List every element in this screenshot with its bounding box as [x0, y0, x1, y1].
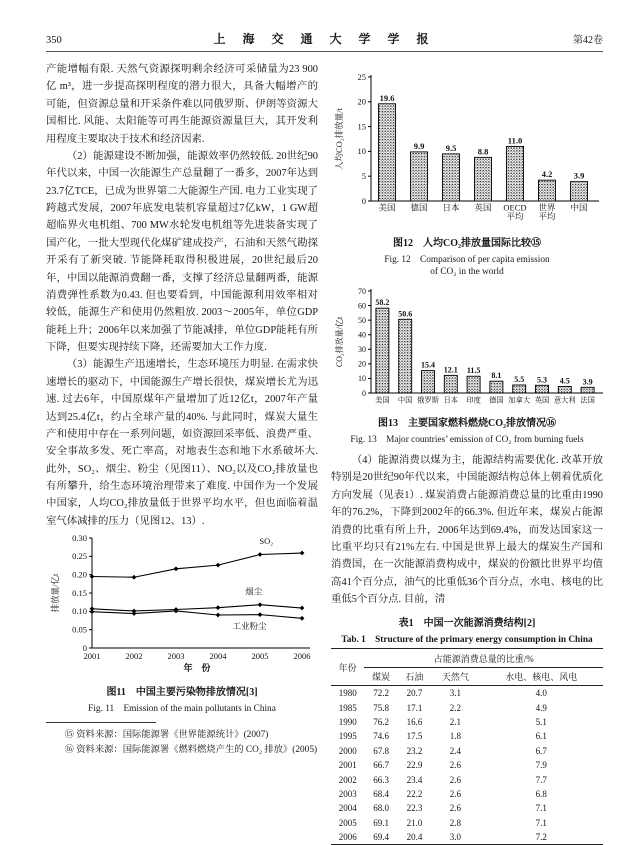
- year-cell: 1995: [338, 731, 357, 742]
- svg-text:11.0: 11.0: [507, 135, 523, 146]
- col-header-oil: 石油: [398, 667, 431, 685]
- footnote-rule: [46, 722, 156, 723]
- svg-text:0.15: 0.15: [72, 587, 87, 598]
- svg-text:0.10: 0.10: [72, 606, 87, 617]
- value-cell: 2.6: [449, 760, 461, 771]
- fig11-svg: [46, 532, 318, 682]
- svg-text:世界: 世界: [538, 202, 556, 213]
- table-row: [331, 701, 603, 715]
- value-cell: 7.1: [535, 817, 547, 828]
- value-cell: 76.2: [373, 717, 389, 728]
- value-cell: 23.4: [406, 774, 423, 785]
- svg-text:年 份: 年 份: [183, 663, 211, 674]
- paragraph-3: （3）能源生产迅速增长，生态环境压力明显. 在需求快速增长的驱动下，中国能源生产增长很快，煤炭增长尤为迅速. 过去6年，中国原煤年产量增加了近12亿t，2007年产量达到25.4亿t，约占全球产量的40%. 与此同时，煤炭大量生产和使用中存在一系列问题，如资源回采率低、浪费严重、安全事故多发、死亡率高，对地表生态和地下水系破坏大. 此外，SO₂、烟尘、粉尘（见图11）、NO₂以及CO₂排放量也有所攀升，给生态环境治理带来了难度. 中国作为一个发展中国家，人均CO₂排放量低于世界平均水平，但也面临着温室气体减排的压力（见图12、13）.: [46, 359, 318, 527]
- svg-text:40: 40: [358, 330, 366, 340]
- svg-text:15: 15: [357, 121, 366, 132]
- svg-text:20: 20: [357, 96, 366, 107]
- value-cell: 6.1: [535, 731, 547, 742]
- svg-text:SO₂: SO₂: [259, 536, 274, 547]
- svg-text:30: 30: [358, 345, 366, 355]
- value-cell: 22.9: [406, 760, 423, 771]
- value-cell: 21.0: [406, 817, 423, 828]
- svg-text:平均: 平均: [506, 211, 524, 222]
- paragraph-4: （4）能源消费以煤为主，能源结构需要优化. 改革开放特别是20世纪90年代以来，中国能源结构总体上朝着优质化方向发展（见表1）. 煤炭消费占能源消费总量的比重由1990年的76.2%，下降到2002年的66.3%. 但近年来，煤炭占能源消费的比重有所上升，2006年达到69.4%，而发达国家这一比重平均只有21%左右. 中国是世界上最大的煤炭生产国和消费国，在一次能源消费构成中，煤炭的份额比世界平均值高41个百分点，油气的比重低36个百分点，水电、核电的比重低5个百分点. 目前，清: [331, 455, 603, 605]
- year-cell: 2004: [338, 803, 357, 814]
- two-column-layout: [46, 61, 603, 845]
- value-cell: 3.1: [449, 688, 461, 699]
- fig11-caption-en: Fig. 11 Emission of the main pollutants in China: [88, 704, 276, 715]
- svg-text:9.5: 9.5: [445, 142, 457, 153]
- table-row: [331, 744, 603, 758]
- value-cell: 6.7: [535, 745, 547, 756]
- year-cell: 2000: [338, 745, 357, 756]
- table-row: [331, 729, 603, 743]
- value-cell: 2.2: [449, 702, 461, 713]
- svg-text:OECD: OECD: [503, 202, 527, 213]
- svg-text:3.9: 3.9: [582, 377, 593, 387]
- svg-text:5.5: 5.5: [514, 374, 525, 384]
- svg-text:2001: 2001: [83, 651, 101, 662]
- table-head: [331, 649, 603, 686]
- svg-text:50.6: 50.6: [398, 309, 413, 319]
- svg-text:2005: 2005: [251, 651, 269, 662]
- fig13-caption-cn: 图13 主要国家燃料燃烧CO₂排放情况⑯: [378, 418, 556, 429]
- svg-text:英国: 英国: [474, 202, 492, 213]
- svg-text:5.3: 5.3: [537, 375, 547, 385]
- value-cell: 66.7: [373, 760, 389, 771]
- value-cell: 16.6: [406, 717, 423, 728]
- table-row: [331, 686, 603, 701]
- fig11-line-chart: [46, 532, 318, 682]
- year-cell: 1980: [338, 688, 357, 699]
- svg-text:4.2: 4.2: [541, 169, 553, 180]
- value-cell: 2.4: [449, 745, 461, 756]
- value-cell: 3.0: [431, 830, 479, 845]
- fig13-caption-en: Fig. 13 Major countries’ emission of CO₂ from burning fuels: [350, 435, 584, 445]
- figure-11: [46, 532, 318, 714]
- value-cell: 66.3: [373, 774, 389, 785]
- value-cell: 20.7: [406, 688, 423, 699]
- svg-text:工业粉尘: 工业粉尘: [232, 621, 267, 632]
- journal-title: 上 海 交 通 大 学 学 报: [213, 32, 436, 46]
- fig12-svg: [331, 63, 603, 233]
- svg-text:0: 0: [82, 642, 87, 653]
- svg-text:日本: 日本: [442, 202, 460, 213]
- svg-text:法国: 法国: [580, 395, 595, 405]
- col-header-coal: 煤炭: [364, 667, 397, 685]
- svg-text:5: 5: [361, 171, 366, 181]
- footnote-15-text: 资料来源：国际能源署《世界能源统计》(2007): [76, 730, 269, 741]
- value-cell: 22.3: [406, 803, 423, 814]
- value-cell: 2.8: [449, 817, 461, 828]
- year-cell: 1990: [338, 717, 357, 728]
- svg-text:25: 25: [357, 71, 366, 82]
- value-cell: 20.4: [398, 830, 431, 845]
- value-cell: 69.1: [373, 817, 389, 828]
- value-cell: 17.1: [406, 702, 423, 713]
- energy-table-body: [331, 686, 603, 845]
- col-header-hydro: 水电、核电、风电: [480, 667, 603, 685]
- value-cell: 23.2: [406, 745, 423, 756]
- fig11-caption-cn: 图11 中国主要污染物排放情况[3]: [106, 687, 258, 699]
- svg-text:0.05: 0.05: [72, 624, 87, 635]
- footnote-block: [46, 722, 318, 758]
- value-cell: 5.1: [535, 717, 547, 728]
- svg-text:英国: 英国: [534, 395, 550, 405]
- svg-text:俄罗斯: 俄罗斯: [417, 395, 439, 405]
- right-column: [331, 61, 603, 845]
- year-cell: 2006: [331, 830, 364, 845]
- page-header: [46, 30, 603, 52]
- value-cell: 2.6: [449, 788, 461, 799]
- table-row: [331, 830, 603, 845]
- paragraph-continuation: 产能增幅有限. 天然气资源探明剩余经济可采储量为23 900 亿 m³，进一步提高探明程度的潜力很大，具备大幅增产的可能，但资源总量和开采条件难以同俄罗斯、伊朗等资源大国相比. 风能、太阳能等可再生能源资源量巨大，其开发利用程度主要取决于技术和经济因素.: [46, 64, 318, 145]
- table-caption-en: Tab. 1 Structure of the primary energy consumption in China: [341, 635, 593, 646]
- svg-text:日本: 日本: [443, 395, 459, 405]
- svg-text:58.2: 58.2: [375, 298, 390, 308]
- svg-text:2004: 2004: [209, 651, 227, 662]
- svg-text:2003: 2003: [167, 651, 185, 662]
- svg-text:排放量/亿t: 排放量/亿t: [50, 573, 60, 613]
- table-row: [331, 801, 603, 815]
- group-header: 占能源消费总量的比重/%: [364, 649, 603, 667]
- value-cell: 75.8: [373, 702, 389, 713]
- svg-text:美国: 美国: [375, 395, 390, 405]
- year-cell: 2002: [338, 774, 357, 785]
- table-row: [331, 816, 603, 830]
- table-row: [331, 772, 603, 786]
- paragraph-2: （2）能源建设不断加强，能源效率仍然较低. 20世纪90年代以来，中国一次能源生产总量翻了一番多，2007年达到23.7亿TCE，已成为世界第二大能源生产国. 电力工业实现了跨越式发展，2007年底发电装机容量超过7亿kW，1 GW超超临界火电机组、700 MW水轮发电机组等先进装备实现了国产化，一批大型现代化煤矿建成投产，石油和天然气勘探开采有了新突破. 节能降耗取得积极进展，20世纪最后20年，中国以能源消费翻一番，支撑了经济总量翻两番，能源消费弹性系数为0.43. 但也要看到，中国能源利用效率相对较低，能源生产和使用仍然粗放. 2003～2005年，单位GDP能耗上升；2006年以来加强了节能减排，单位GDP能耗有所下降，但要实现持续下降，还需要加大工作力度.: [46, 150, 318, 353]
- fig13-svg: [331, 279, 603, 413]
- table-row: [331, 715, 603, 729]
- svg-text:CO₂排放量/亿t: CO₂排放量/亿t: [335, 316, 344, 368]
- year-cell: 2001: [338, 760, 357, 771]
- left-column: [46, 61, 318, 845]
- svg-text:12.1: 12.1: [443, 365, 458, 375]
- fig12-caption-cn: 图12 人均CO₂排放量国际比较⑮: [393, 238, 541, 249]
- svg-text:10: 10: [358, 374, 366, 384]
- fig13-bar-chart: [331, 279, 603, 413]
- footnote-16-text: 资料来源：国际能源署《燃料燃烧产生的 CO₂ 排放》(2005): [76, 745, 318, 755]
- svg-text:印度: 印度: [466, 395, 481, 405]
- svg-text:烟尘: 烟尘: [245, 586, 263, 597]
- svg-text:15.4: 15.4: [421, 360, 435, 370]
- value-cell: 68.0: [373, 803, 389, 814]
- svg-text:0: 0: [361, 195, 366, 206]
- svg-text:加拿大: 加拿大: [508, 395, 531, 405]
- svg-text:9.9: 9.9: [413, 140, 425, 151]
- value-cell: 7.9: [535, 760, 547, 771]
- svg-text:平均: 平均: [538, 211, 556, 222]
- value-cell: 7.7: [535, 774, 547, 785]
- svg-text:4.5: 4.5: [559, 376, 570, 386]
- svg-text:德国: 德国: [489, 395, 504, 405]
- svg-text:2006: 2006: [293, 651, 311, 662]
- svg-text:意大利: 意大利: [553, 395, 576, 405]
- footnote-15-marker: ⑮: [64, 730, 74, 741]
- year-cell: 2003: [338, 788, 357, 799]
- value-cell: 4.9: [535, 702, 547, 713]
- value-cell: 17.5: [406, 731, 423, 742]
- value-cell: 68.4: [373, 788, 389, 799]
- value-cell: 4.0: [535, 688, 547, 699]
- value-cell: 72.2: [373, 688, 389, 699]
- page-number: 350: [46, 35, 62, 46]
- figure-12: [331, 63, 603, 277]
- volume-label: 第42卷: [573, 35, 603, 46]
- value-cell: 2.1: [449, 717, 461, 728]
- value-cell: 1.8: [449, 731, 461, 742]
- value-cell: 69.4: [364, 830, 397, 845]
- svg-text:8.1: 8.1: [491, 371, 502, 381]
- svg-text:0: 0: [362, 388, 366, 398]
- svg-text:美国: 美国: [378, 202, 396, 213]
- svg-text:20: 20: [358, 359, 366, 369]
- svg-text:10: 10: [357, 146, 366, 157]
- svg-text:70: 70: [358, 286, 366, 296]
- svg-text:11.5: 11.5: [466, 366, 481, 376]
- svg-text:0.30: 0.30: [72, 532, 87, 543]
- value-cell: 6.8: [535, 788, 547, 799]
- svg-text:50: 50: [358, 315, 366, 325]
- value-cell: 74.6: [373, 731, 389, 742]
- svg-text:人均CO₂排放量/t: 人均CO₂排放量/t: [334, 108, 344, 170]
- svg-text:60: 60: [358, 301, 366, 311]
- fig12-bar-chart: [331, 63, 603, 233]
- svg-text:0.20: 0.20: [72, 569, 87, 580]
- col-header-gas: 天然气: [431, 667, 479, 685]
- svg-text:中国: 中国: [397, 395, 413, 405]
- footnote-16: [46, 743, 318, 758]
- fig12-caption-en-line1: Fig. 12 Comparison of per capita emission: [384, 255, 550, 265]
- svg-text:2002: 2002: [125, 651, 143, 662]
- svg-text:8.8: 8.8: [477, 146, 489, 157]
- footnote-15: [46, 728, 318, 743]
- footnote-16-marker: ⑯: [64, 745, 74, 755]
- svg-text:中国: 中国: [570, 202, 588, 213]
- fig12-caption-en-line2: of CO₂ in the world: [430, 267, 504, 277]
- value-cell: 22.2: [406, 788, 423, 799]
- value-cell: 7.2: [480, 830, 603, 845]
- table-caption-cn: 表1 中国一次能源消费结构[2]: [398, 618, 536, 630]
- value-cell: 7.1: [535, 803, 547, 814]
- svg-text:德国: 德国: [410, 202, 428, 213]
- energy-consumption-table: [331, 648, 603, 845]
- value-cell: 2.6: [449, 774, 461, 785]
- value-cell: 2.6: [449, 803, 461, 814]
- table-1-block: [331, 614, 603, 845]
- table-row: [331, 787, 603, 801]
- table-row: [331, 758, 603, 772]
- svg-text:3.9: 3.9: [573, 170, 585, 181]
- svg-text:0.25: 0.25: [72, 551, 87, 562]
- figure-13: [331, 279, 603, 445]
- value-cell: 67.8: [373, 745, 389, 756]
- svg-text:19.6: 19.6: [379, 92, 395, 103]
- year-cell: 1985: [338, 702, 357, 713]
- year-cell: 2005: [338, 817, 357, 828]
- year-column-header: 年份: [331, 649, 364, 686]
